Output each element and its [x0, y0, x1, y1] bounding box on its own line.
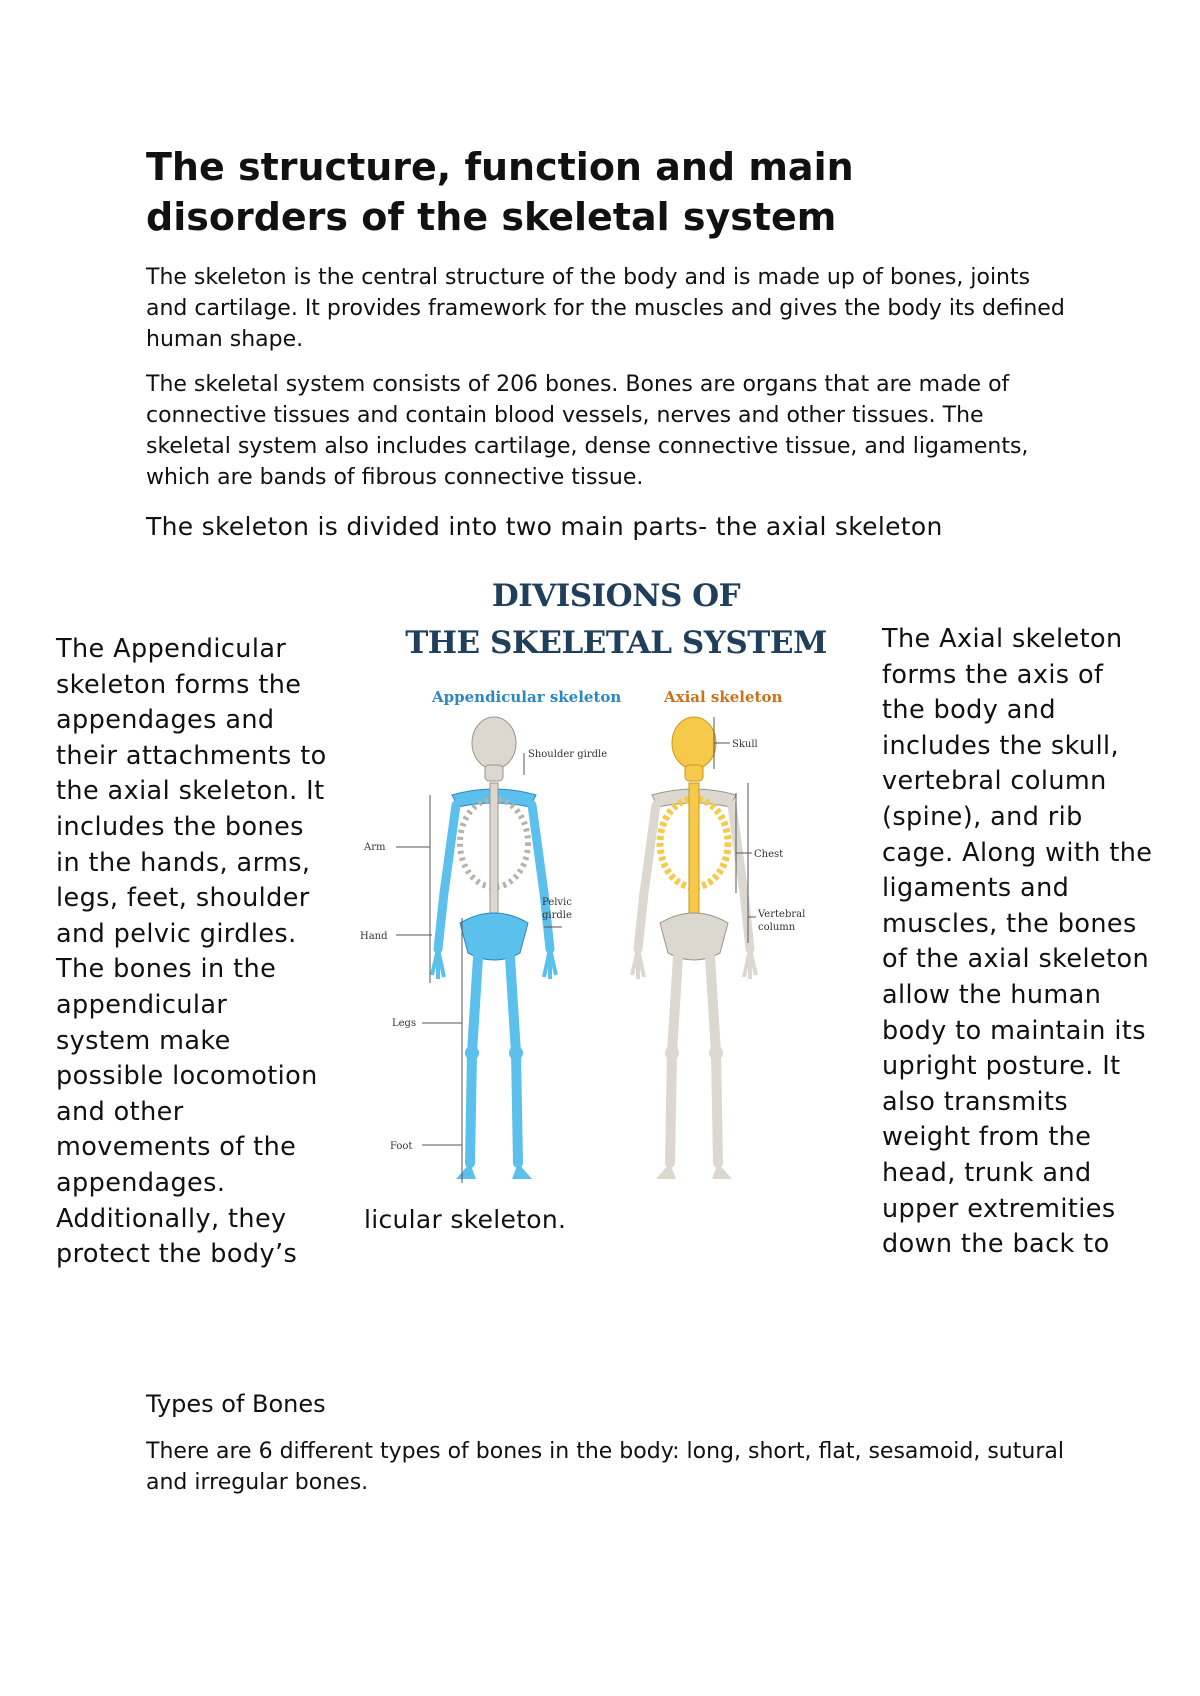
divisions-paragraph: The skeleton is divided into two main parts- the axial skeleton: [146, 512, 943, 541]
left-line: protect the body’s: [56, 1239, 298, 1270]
right-line: weight from the: [882, 1122, 1092, 1153]
right-line: upright posture. It: [882, 1051, 1121, 1082]
left-line: in the hands, arms,: [56, 847, 311, 878]
title-line-2: disorders of the skeletal system: [146, 195, 837, 239]
left-line: appendicular: [56, 989, 228, 1020]
appendicular-skeleton-label: Appendicular skeleton: [432, 688, 622, 706]
title-line-1: The structure, function and main: [146, 145, 854, 189]
left-line: their attachments to: [56, 740, 327, 771]
right-line: vertebral column: [882, 766, 1107, 797]
axial-skeleton-label: Axial skeleton: [664, 688, 783, 706]
left-line: possible locomotion: [56, 1061, 318, 1092]
left-line: includes the bones: [56, 811, 304, 842]
left-line: appendages and: [56, 705, 275, 736]
skeleton-illustration: [352, 713, 880, 1238]
right-line: head, trunk and: [882, 1157, 1092, 1188]
label-foot: Foot: [390, 1141, 413, 1152]
left-line: appendages.: [56, 1167, 226, 1198]
appendicular-skeleton-figure: [432, 717, 556, 1179]
types-of-bones-heading: Types of Bones: [146, 1390, 326, 1418]
label-legs: Legs: [392, 1018, 417, 1029]
right-line: muscles, the bones: [882, 908, 1137, 939]
left-line: legs, feet, shoulder: [56, 883, 310, 914]
right-line: of the axial skeleton: [882, 944, 1150, 975]
right-line: The Axial skeleton: [882, 624, 1123, 654]
label-skull: Skull: [732, 739, 758, 750]
left-line: movements of the: [56, 1132, 297, 1163]
left-line: the axial skeleton. It: [56, 776, 325, 807]
left-line: and pelvic girdles.: [56, 918, 297, 949]
label-chest: Chest: [754, 849, 784, 860]
axial-text-column: [882, 622, 1192, 1263]
label-arm: Arm: [364, 842, 386, 853]
label-hand: Hand: [360, 931, 388, 942]
right-line: down the back to: [882, 1229, 1110, 1260]
left-line: skeleton forms the: [56, 669, 302, 700]
appendicular-text-column: [56, 632, 356, 1273]
right-line: body to maintain its: [882, 1015, 1146, 1046]
label-shoulder-girdle: Shoulder girdle: [528, 749, 608, 760]
right-line: the body and: [882, 695, 1056, 726]
label-pelvic: Pelvic: [542, 897, 572, 908]
left-line: Additionally, they: [56, 1203, 287, 1234]
intro-paragraph: The skeleton is the central structure of the body and is made up of bones, joints and cartilage. It provides framework for the muscles and gives the body its defined human shape.: [146, 265, 1065, 352]
figure-title-line-2: THE SKELETAL SYSTEM: [405, 625, 827, 661]
right-line: also transmits: [882, 1086, 1069, 1117]
left-line: The bones in the: [56, 954, 277, 985]
left-line: and other: [56, 1096, 184, 1127]
axial-skeleton-figure: [632, 717, 756, 1179]
skeletal-divisions-figure: [352, 548, 880, 1238]
label-vertebral: Vertebral: [758, 909, 806, 920]
label-column: column: [758, 922, 796, 933]
left-line: system make: [56, 1025, 231, 1056]
right-line: forms the axis of: [882, 659, 1104, 690]
figure-caption-fragment: licular skeleton.: [364, 1205, 567, 1234]
skeletal-system-paragraph: The skeletal system consists of 206 bones. Bones are organs that are made of connective tissues and contain blood vessels, nerves and other tissues. The skeletal system also includes cartilage, dense connective tissue, and ligaments, which are bands of fibrous connective tissue.: [146, 372, 1029, 490]
figure-title-line-1: DIVISIONS OF: [491, 578, 741, 614]
axial-text: [882, 622, 1192, 1263]
right-line: upper extremities: [882, 1193, 1116, 1224]
appendicular-text: [56, 632, 356, 1273]
page-title: [146, 142, 1046, 242]
right-line: (spine), and rib: [882, 801, 1083, 832]
types-of-bones-text: There are 6 different types of bones in the body: long, short, flat, sesamoid, sutural and irregular bones.: [146, 1439, 1064, 1495]
right-line: ligaments and: [882, 873, 1070, 904]
label-girdle: girdle: [542, 910, 572, 921]
right-line: cage. Along with the: [882, 837, 1153, 868]
right-line: allow the human: [882, 979, 1102, 1010]
left-line: The Appendicular: [56, 634, 287, 664]
right-line: includes the skull,: [882, 730, 1120, 761]
